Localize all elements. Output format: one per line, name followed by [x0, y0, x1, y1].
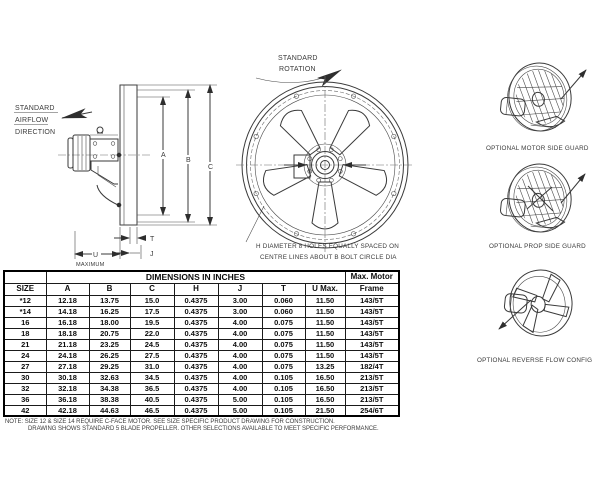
col-header-b: B [89, 283, 130, 295]
table-cell: *14 [4, 306, 46, 317]
table-cell: 5.00 [218, 405, 262, 416]
table-cell: 4.00 [218, 383, 262, 394]
table-row [4, 317, 399, 328]
rotation-label-line1: STANDARD [278, 55, 318, 62]
table-row [4, 295, 399, 306]
table-cell: 18.00 [89, 317, 130, 328]
table-row [4, 339, 399, 350]
table-cell: 0.105 [262, 383, 305, 394]
optional-motor-side-guard-drawing [486, 58, 589, 152]
table-row [4, 361, 399, 372]
table-cell: *12 [4, 295, 46, 306]
table-cell: 3.00 [218, 295, 262, 306]
table-cell: 27.18 [46, 361, 89, 372]
table-cell: 11.50 [305, 295, 345, 306]
table-cell: 12.18 [46, 295, 89, 306]
holes-note-line2: CENTRE LINES ABOUT B BOLT CIRCLE DIA [260, 254, 397, 261]
table-cell: 13.75 [89, 295, 130, 306]
table-cell: 0.075 [262, 328, 305, 339]
table-cell: 213/5T [345, 383, 399, 394]
table-cell: 14.18 [46, 306, 89, 317]
table-cell: 30 [4, 372, 46, 383]
header-max-motor: Max. Motor [345, 271, 399, 283]
table-row [4, 383, 399, 394]
airflow-label-line2: AIRFLOW [15, 117, 49, 124]
table-cell: 21 [4, 339, 46, 350]
airflow-label-line1: STANDARD [15, 105, 55, 112]
table-header-row-2 [4, 283, 399, 295]
table-row [4, 394, 399, 405]
airflow-label-line3: DIRECTION [15, 129, 56, 136]
optional-reverse-flow-label: OPTIONAL REVERSE FLOW CONFIG [477, 357, 593, 364]
table-cell: 21.18 [46, 339, 89, 350]
table-cell: 254/6T [345, 405, 399, 416]
table-cell: 16.50 [305, 372, 345, 383]
holes-note-line1: H DIAMETER 8 HOLES EQUALLY SPACED ON [256, 243, 399, 250]
col-header-frame: Frame [345, 283, 399, 295]
table-cell: 23.25 [89, 339, 130, 350]
table-cell: 4.00 [218, 350, 262, 361]
table-cell: 0.4375 [174, 405, 218, 416]
table-cell: 17.5 [130, 306, 174, 317]
table-cell: 36.18 [46, 394, 89, 405]
optional-prop-side-guard-label: OPTIONAL PROP SIDE GUARD [489, 243, 586, 250]
table-cell: 18.18 [46, 328, 89, 339]
table-cell: 0.4375 [174, 372, 218, 383]
table-cell: 27 [4, 361, 46, 372]
table-cell: 0.075 [262, 317, 305, 328]
header-blank-cell [4, 271, 46, 283]
table-cell: 0.105 [262, 394, 305, 405]
table-cell: 16.50 [305, 383, 345, 394]
table-cell: 0.060 [262, 295, 305, 306]
table-cell: 29.25 [89, 361, 130, 372]
table-cell: 46.5 [130, 405, 174, 416]
table-cell: 15.0 [130, 295, 174, 306]
table-cell: 16 [4, 317, 46, 328]
table-header-row-1 [4, 271, 399, 283]
maximum-label: MAXIMUM [76, 262, 105, 268]
table-cell: 22.0 [130, 328, 174, 339]
table-cell: 11.50 [305, 339, 345, 350]
airflow-arrow-icon [561, 70, 586, 99]
table-cell: 34.5 [130, 372, 174, 383]
table-cell: 4.00 [218, 339, 262, 350]
table-cell: 143/5T [345, 317, 399, 328]
table-cell: 143/5T [345, 350, 399, 361]
optional-motor-side-guard-label: OPTIONAL MOTOR SIDE GUARD [486, 145, 589, 152]
table-cell: 26.25 [89, 350, 130, 361]
table-row [4, 350, 399, 361]
table-cell: 38.38 [89, 394, 130, 405]
table-cell: 13.25 [305, 361, 345, 372]
table-cell: 16.18 [46, 317, 89, 328]
table-cell: 3.00 [218, 306, 262, 317]
table-cell: 143/5T [345, 339, 399, 350]
table-cell: 0.4375 [174, 295, 218, 306]
side-view-drawing [14, 85, 217, 268]
table-cell: 4.00 [218, 328, 262, 339]
table-cell: 0.4375 [174, 317, 218, 328]
col-header-c: C [130, 283, 174, 295]
table-cell: 0.4375 [174, 394, 218, 405]
table-cell: 44.63 [89, 405, 130, 416]
table-cell: 0.4375 [174, 306, 218, 317]
col-header-h: H [174, 283, 218, 295]
table-cell: 143/5T [345, 295, 399, 306]
table-cell: 4.00 [218, 372, 262, 383]
reverse-airflow-arrow-icon [499, 300, 531, 329]
footnotes [5, 419, 385, 433]
rotation-label-line2: ROTATION [279, 66, 316, 73]
table-cell: 0.105 [262, 405, 305, 416]
table-cell: 11.50 [305, 328, 345, 339]
optional-configs [477, 58, 592, 364]
table-cell: 0.4375 [174, 339, 218, 350]
table-row [4, 405, 399, 416]
table-cell: 32 [4, 383, 46, 394]
table-cell: 31.0 [130, 361, 174, 372]
dim-label-c: C [208, 164, 214, 171]
table-cell: 0.105 [262, 372, 305, 383]
optional-prop-side-guard-drawing [489, 159, 586, 250]
table-cell: 213/5T [345, 372, 399, 383]
table-cell: 143/5T [345, 306, 399, 317]
col-header-u-max: U Max. [305, 283, 345, 295]
table-cell: 4.00 [218, 361, 262, 372]
table-cell: 42.18 [46, 405, 89, 416]
col-header-t: T [262, 283, 305, 295]
table-cell: 143/5T [345, 328, 399, 339]
table-cell: 11.50 [305, 306, 345, 317]
table-cell: 36.5 [130, 383, 174, 394]
table-cell: 0.4375 [174, 328, 218, 339]
airflow-direction-arrow [62, 112, 92, 118]
table-cell: 4.00 [218, 317, 262, 328]
dim-label-u: U [93, 252, 99, 259]
table-cell: 16.50 [305, 394, 345, 405]
dim-label-b: B [186, 157, 191, 164]
table-cell: 11.50 [305, 350, 345, 361]
table-cell: 20.75 [89, 328, 130, 339]
table-cell: 24 [4, 350, 46, 361]
table-cell: 0.075 [262, 361, 305, 372]
table-title: DIMENSIONS IN INCHES [46, 271, 345, 283]
table-cell: 24.18 [46, 350, 89, 361]
col-header-size: SIZE [4, 283, 46, 295]
table-cell: 32.18 [46, 383, 89, 394]
dimensions-table [3, 270, 400, 417]
table-cell: 18 [4, 328, 46, 339]
table-cell: 0.4375 [174, 383, 218, 394]
dim-label-j: J [150, 251, 154, 258]
table-cell: 42 [4, 405, 46, 416]
col-header-j: J [218, 283, 262, 295]
table-cell: 27.5 [130, 350, 174, 361]
dim-label-a: A [161, 152, 166, 159]
table-cell: 32.63 [89, 372, 130, 383]
dimensions-table-body [4, 295, 399, 416]
table-cell: 0.075 [262, 339, 305, 350]
table-cell: 213/5T [345, 394, 399, 405]
table-cell: 0.060 [262, 306, 305, 317]
col-header-a: A [46, 283, 89, 295]
footnote-line-1: NOTE: SIZE 12 & SIZE 14 REQUIRE C-FACE MOTOR. SEE SIZE SPECIFIC PRODUCT DRAWING FOR CONSTRUCTION. [5, 419, 335, 425]
table-cell: 11.50 [305, 317, 345, 328]
footnote-line-2: DRAWING SHOWS STANDARD 5 BLADE PROPELLER. OTHER SELECTIONS AVAILABLE TO MEET SPECIFIC PERFORMANCE. [28, 425, 379, 432]
table-cell: 30.18 [46, 372, 89, 383]
table-cell: 5.00 [218, 394, 262, 405]
dim-label-t: T [150, 236, 155, 243]
front-view-drawing [236, 55, 414, 261]
table-cell: 0.4375 [174, 361, 218, 372]
table-cell: 34.38 [89, 383, 130, 394]
table-cell: 19.5 [130, 317, 174, 328]
table-row [4, 372, 399, 383]
table-cell: 0.075 [262, 350, 305, 361]
table-row [4, 306, 399, 317]
table-cell: 182/4T [345, 361, 399, 372]
table-cell: 0.4375 [174, 350, 218, 361]
table-row [4, 328, 399, 339]
table-cell: 36 [4, 394, 46, 405]
optional-reverse-flow-drawing [477, 266, 592, 364]
table-cell: 40.5 [130, 394, 174, 405]
table-cell: 21.50 [305, 405, 345, 416]
table-cell: 24.5 [130, 339, 174, 350]
table-cell: 16.25 [89, 306, 130, 317]
